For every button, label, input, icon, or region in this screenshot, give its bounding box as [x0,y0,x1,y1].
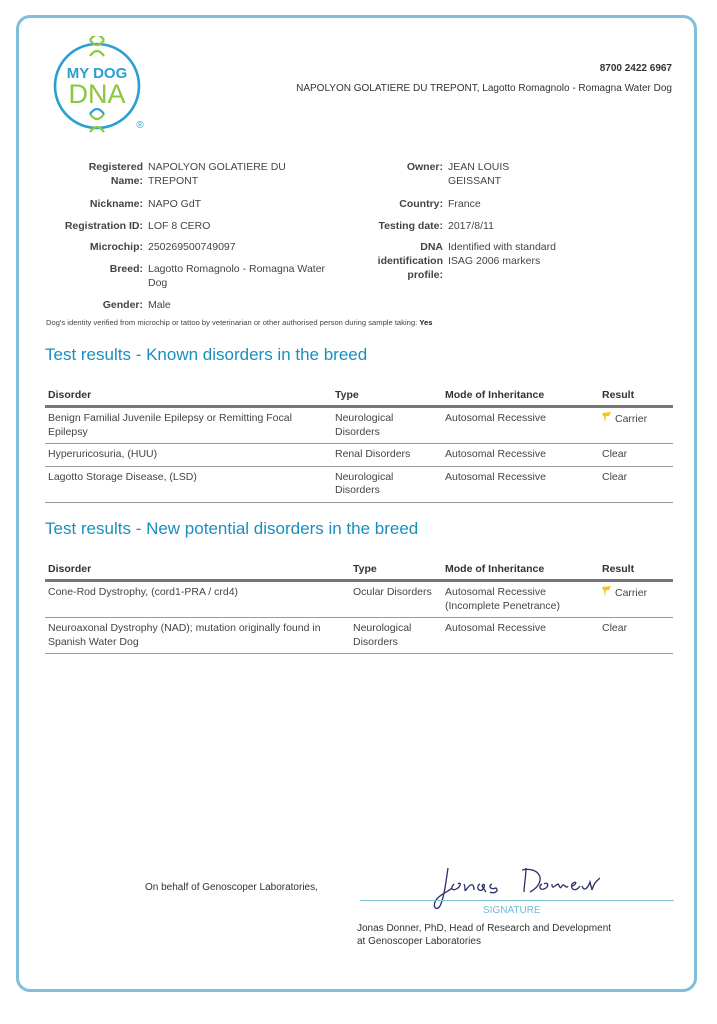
result-cell [599,407,673,444]
result-cell: Clear [599,466,673,502]
table-header-row [45,383,673,407]
table-header-row [45,557,673,581]
microchip-label: Microchip: [89,241,143,253]
owner-value-2: GEISSANT [448,175,502,187]
on-behalf-text: On behalf of Genoscoper Laboratories, [145,882,318,893]
country-row [360,197,588,211]
testing-date-row [360,219,588,233]
registered-name-label-2: Name: [110,175,143,187]
signature-label: SIGNATURE [483,905,541,916]
column-header-mode: Mode of Inheritance [442,383,599,407]
table-row [45,407,673,444]
verification-text: Dog's identity verified from microchip or tattoo by veterinarian or other authorised person during sample taking: [46,318,418,327]
disorder-cell: Neuroaxonal Dystrophy (NAD); mutation originally found in Spanish Water Dog [45,618,350,654]
disorder-cell: Lagotto Storage Disease, (LSD) [45,466,332,502]
dna-profile-value-2: ISAG 2006 markers [448,255,541,267]
mode-cell: Autosomal Recessive [442,618,599,654]
column-header-disorder: Disorder [45,383,332,407]
nickname-value: NAPO GdT [148,198,202,210]
result-cell: Clear [599,444,673,467]
testing-date-value: 2017/8/11 [448,220,494,232]
breed-row [40,262,353,290]
breed-value-2: Dog [148,277,168,289]
table-row [45,444,673,467]
new-disorders-table [45,557,673,654]
gender-row [40,298,353,312]
type-cell: Neurological Disorders [332,466,442,502]
result-cell: Clear [599,618,673,654]
reference-number: 8700 2422 6967 [599,63,672,74]
column-header-mode: Mode of Inheritance [442,557,599,581]
result-value: Carrier [615,413,648,425]
type-cell: Neurological Disorders [350,618,442,654]
table-row [45,466,673,502]
signer-info [357,922,611,948]
signer-name-title: Jonas Donner, PhD, Head of Research and Development [357,923,612,934]
column-header-disorder: Disorder [45,557,350,581]
type-cell: Neurological Disorders [332,407,442,444]
disorder-cell: Cone-Rod Dystrophy, (cord1-PRA / crd4) [45,581,350,618]
mode-cell: Autosomal Recessive (Incomplete Penetrance) [442,581,599,618]
new-disorders-title: Test results - New potential disorders in the breed [45,519,419,538]
gender-value: Male [148,299,171,311]
country-value: France [448,198,481,210]
column-header-type: Type [332,383,442,407]
dna-profile-label-3: profile: [407,269,443,281]
registered-name-value-2: TREPONT [148,175,199,187]
column-header-result: Result [599,383,673,407]
mode-cell: Autosomal Recessive [442,466,599,502]
known-disorders-table [45,383,673,503]
owner-row [360,160,588,188]
registration-id-value: LOF 8 CERO [148,220,211,232]
microchip-row [40,240,353,254]
carrier-flag-icon [602,412,611,423]
result-value: Carrier [615,587,648,599]
signature-line [360,900,674,901]
breed-label: Breed: [109,263,143,275]
registered-name-label: Registered [88,161,143,173]
signer-organization: at Genoscoper Laboratories [357,936,481,947]
my-dog-dna-logo [50,36,150,136]
dna-profile-value: Identified with standard [448,241,556,253]
mode-cell: Autosomal Recessive [442,444,599,467]
verification-value: Yes [419,318,433,327]
known-disorders-title: Test results - Known disorders in the breed [45,345,368,364]
country-label: Country: [399,198,443,210]
registration-id-label: Registration ID: [64,220,143,232]
mode-cell: Autosomal Recessive [442,407,599,444]
owner-label: Owner: [406,161,443,173]
registered-name-row [40,160,353,188]
microchip-value: 250269500749097 [148,241,236,253]
disorder-cell: Hyperuricosuria, (HUU) [45,444,332,467]
table-row [45,618,673,654]
registered-name-value: NAPOLYON GOLATIERE DU [148,161,286,173]
carrier-flag-icon [602,586,611,597]
column-header-result: Result [599,557,673,581]
disorder-cell: Benign Familial Juvenile Epilepsy or Remitting Focal Epilepsy [45,407,332,444]
logo-text-dna: DNA [68,79,126,109]
registration-id-row [40,219,353,233]
column-header-type: Type [350,557,442,581]
breed-value: Lagotto Romagnolo - Romagna Water [148,263,326,275]
table-row [45,581,673,618]
type-cell: Renal Disorders [332,444,442,467]
logo-text-my-dog: MY DOG [66,65,128,82]
type-cell: Ocular Disorders [350,581,442,618]
gender-label: Gender: [102,299,143,311]
identity-verification [46,318,432,327]
dna-profile-row [360,240,588,282]
result-cell [599,581,673,618]
dna-profile-label: DNA [420,241,443,253]
nickname-row [40,197,353,211]
dna-profile-label-2: identification [377,255,443,267]
owner-value: JEAN LOUIS [448,161,510,173]
testing-date-label: Testing date: [378,220,443,232]
dog-summary-line: NAPOLYON GOLATIERE DU TREPONT, Lagotto Romagnolo - Romagna Water Dog [296,83,672,94]
nickname-label: Nickname: [89,198,143,210]
registered-mark: ® [136,120,144,131]
